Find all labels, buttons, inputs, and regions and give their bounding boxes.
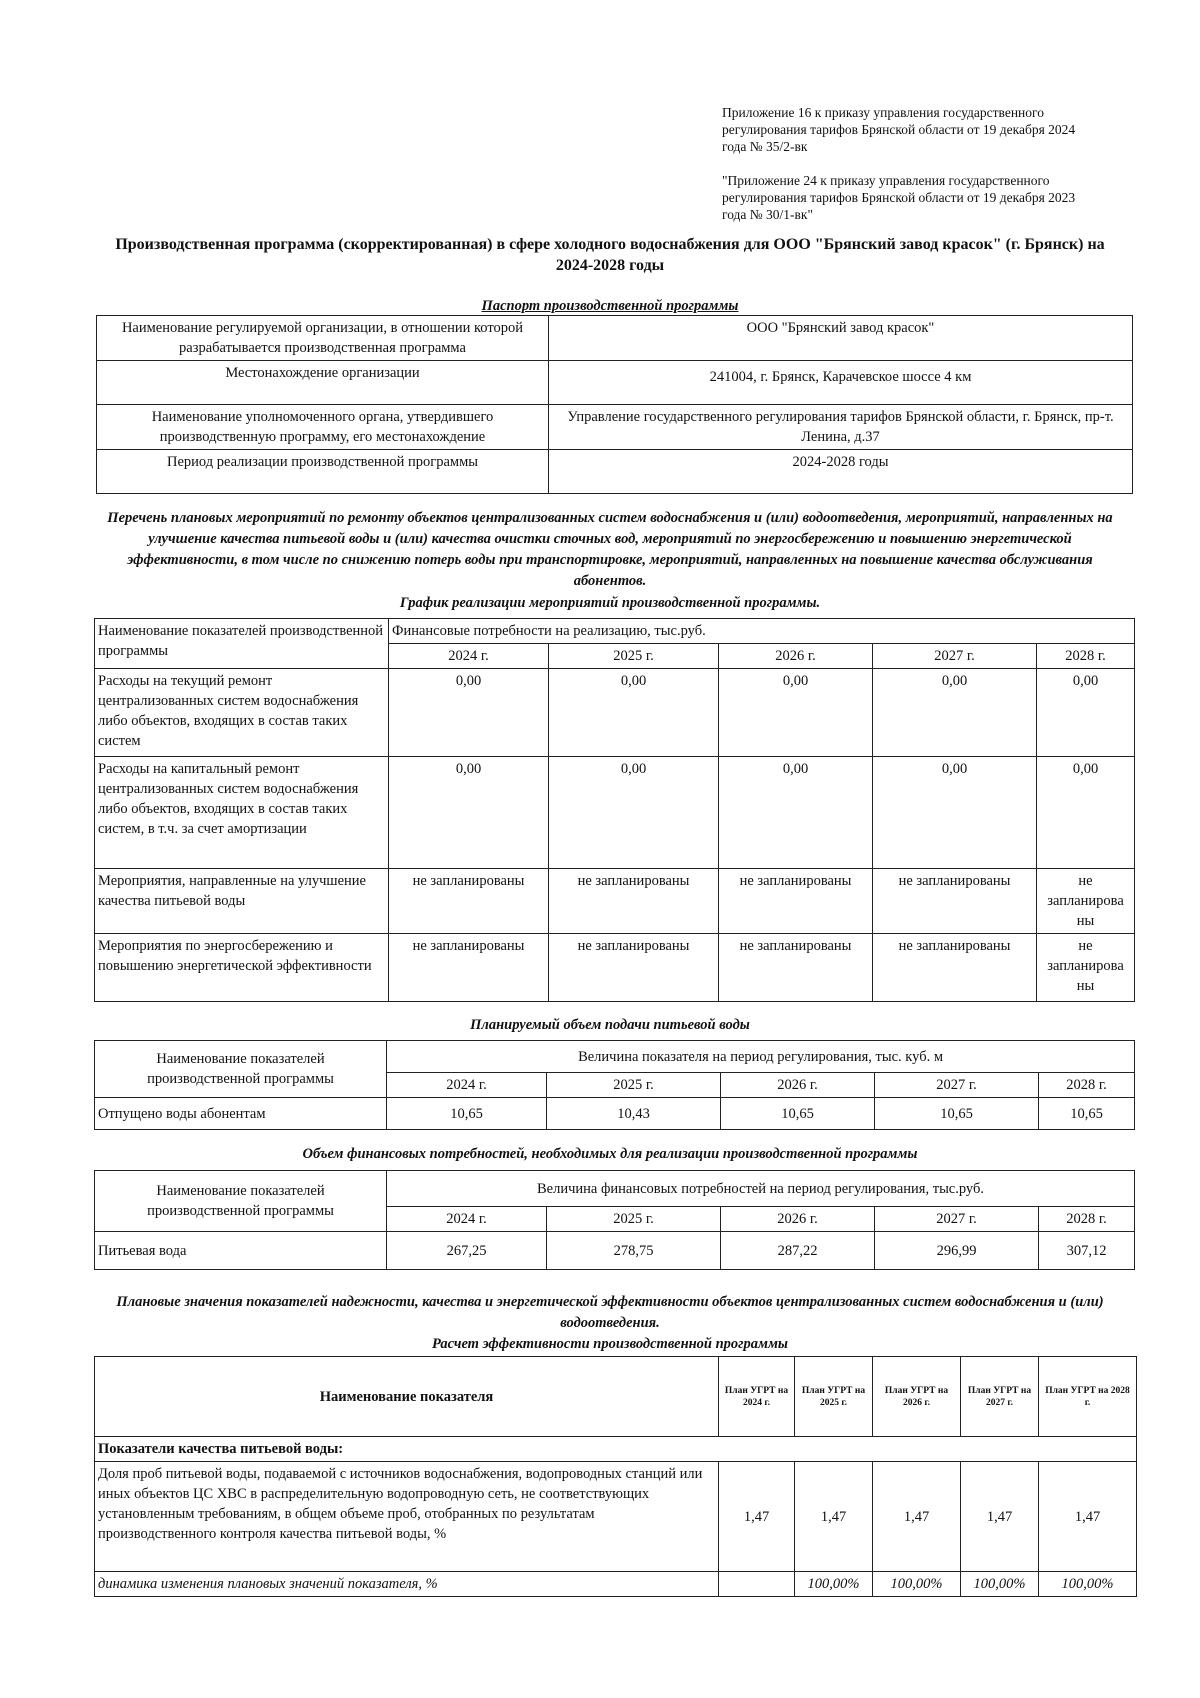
value-cell: 1,47: [795, 1462, 873, 1572]
appendix-note-1: Приложение 16 к приказу управления государственного регулирования тарифов Брянской области от 19 декабря 2024 года № 35/2-вк: [722, 105, 1076, 154]
passport-caption: Паспорт производственной программы: [481, 298, 739, 314]
value-cell: 0,00: [549, 669, 719, 757]
finance-table: [94, 1170, 1135, 1270]
efficiency-calc-caption: Расчет эффективности производственной программы: [432, 1336, 788, 1352]
value-cell: 287,22: [721, 1232, 875, 1270]
finance-head-label: Наименование показателей производственной программы: [95, 1171, 387, 1232]
value-cell: [719, 1572, 795, 1597]
value-cell: 0,00: [719, 669, 873, 757]
passport-label: Наименование уполномоченного органа, утвердившего производственную программу, его местонахождение: [97, 405, 549, 450]
document-title: Производственная программа (скорректированная) в сфере холодного водоснабжения для ООО "Брянский завод красок" (г. Брянск) на 2024-2028 годы: [115, 236, 1105, 274]
row-label: Питьевая вода: [95, 1232, 387, 1270]
value-cell: 100,00%: [873, 1572, 961, 1597]
value-cell: 0,00: [719, 757, 873, 869]
value-cell: 296,99: [875, 1232, 1039, 1270]
value-cell: не запланирова ны: [1037, 934, 1135, 1002]
year-header: 2027 г.: [875, 1073, 1039, 1098]
value-cell: 0,00: [1037, 669, 1135, 757]
value-cell: 1,47: [961, 1462, 1039, 1572]
passport-table: [96, 315, 1133, 494]
value-cell: не запланированы: [549, 869, 719, 934]
value-cell: 10,43: [547, 1098, 721, 1130]
year-header: 2024 г.: [389, 644, 549, 669]
value-cell: 100,00%: [1039, 1572, 1137, 1597]
value-cell: 0,00: [389, 669, 549, 757]
row-label: Мероприятия по энергосбережению и повышению энергетической эффективности: [95, 934, 389, 1002]
passport-label: Период реализации производственной программы: [97, 450, 549, 494]
value-cell: не запланированы: [389, 934, 549, 1002]
year-header: 2025 г.: [547, 1207, 721, 1232]
value-cell: не запланированы: [719, 869, 873, 934]
value-cell: 278,75: [547, 1232, 721, 1270]
value-cell: 1,47: [1039, 1462, 1137, 1572]
volume-head-group: Величина показателя на период регулирования, тыс. куб. м: [387, 1041, 1135, 1073]
section-heading: Показатели качества питьевой воды:: [95, 1437, 1137, 1462]
year-header: 2028 г.: [1037, 644, 1135, 669]
row-label: Расходы на текущий ремонт централизованных систем водоснабжения либо объектов, входящих в состав таких систем: [95, 669, 389, 757]
row-label: Расходы на капитальный ремонт централизованных систем водоснабжения либо объектов, входящих в состав таких систем, в т.ч. за счет амортизации: [95, 757, 389, 869]
value-cell: 0,00: [389, 757, 549, 869]
passport-label: Наименование регулируемой организации, в отношении которой разрабатывается производственная программа: [97, 316, 549, 361]
passport-value: Управление государственного регулирования тарифов Брянской области, г. Брянск, пр-т. Ленина, д.37: [549, 405, 1133, 450]
value-cell: 0,00: [1037, 757, 1135, 869]
finance-head-group: Величина финансовых потребностей на период регулирования, тыс.руб.: [387, 1171, 1135, 1207]
volume-table: [94, 1040, 1135, 1130]
year-header: 2028 г.: [1039, 1207, 1135, 1232]
value-cell: 10,65: [721, 1098, 875, 1130]
measures-row: [95, 757, 1135, 869]
efficiency-table: [94, 1356, 1137, 1597]
value-cell: не запланированы: [873, 869, 1037, 934]
volume-caption: Планируемый объем подачи питьевой воды: [470, 1017, 750, 1033]
value-cell: 100,00%: [795, 1572, 873, 1597]
year-header: 2028 г.: [1039, 1073, 1135, 1098]
value-cell: 10,65: [875, 1098, 1039, 1130]
efficiency-row: [95, 1462, 1137, 1572]
year-header: 2024 г.: [387, 1073, 547, 1098]
volume-head-label: Наименование показателей производственной программы: [95, 1041, 387, 1098]
measures-row: [95, 869, 1135, 934]
value-cell: 1,47: [873, 1462, 961, 1572]
finance-caption: Объем финансовых потребностей, необходимых для реализации производственной программы: [302, 1146, 918, 1162]
passport-row: [97, 405, 1133, 450]
measures-caption: Перечень плановых мероприятий по ремонту объектов централизованных систем водоснабжения и (или) водоотведения, мероприятий, направленных на улучшение качества питьевой воды и (или) качества очистки сточных вод, мероприятий по энергосбережению и повышению энергетической эффективности, в том числе по снижению потерь воды при транспортировке, мероприятий, направленных на повышение качества обслуживания абонентов.: [107, 510, 1113, 589]
efficiency-head-label: Наименование показателя: [95, 1357, 719, 1437]
year-header: 2027 г.: [873, 644, 1037, 669]
year-header: 2027 г.: [875, 1207, 1039, 1232]
value-cell: не запланированы: [873, 934, 1037, 1002]
efficiency-dynamics-row: [95, 1572, 1137, 1597]
value-cell: 1,47: [719, 1462, 795, 1572]
value-cell: 0,00: [549, 757, 719, 869]
row-label: Отпущено воды абонентам: [95, 1098, 387, 1130]
value-cell: 10,65: [387, 1098, 547, 1130]
value-cell: 10,65: [1039, 1098, 1135, 1130]
value-cell: не запланирова ны: [1037, 869, 1135, 934]
value-cell: не запланированы: [389, 869, 549, 934]
measures-head-group: Финансовые потребности на реализацию, тыс.руб.: [389, 619, 1135, 644]
measures-head-label: Наименование показателей производственной программы: [95, 619, 389, 669]
row-label: Мероприятия, направленные на улучшение качества питьевой воды: [95, 869, 389, 934]
measures-schedule-caption: График реализации мероприятий производственной программы.: [399, 595, 821, 611]
value-cell: 0,00: [873, 669, 1037, 757]
passport-row: [97, 450, 1133, 494]
value-cell: не запланированы: [549, 934, 719, 1002]
plan-year-header: План УГРТ на 2025 г.: [795, 1357, 873, 1437]
year-header: 2026 г.: [721, 1073, 875, 1098]
year-header: 2024 г.: [387, 1207, 547, 1232]
row-label: Доля проб питьевой воды, подаваемой с источников водоснабжения, водопроводных станций или иных объектов ЦС ХВС в распределительную водопроводную сеть, не соответствующих установленным требованиям, в общем объеме проб, отобранных по результатам производственного контроля качества питьевой воды, %: [95, 1462, 719, 1572]
measures-table: [94, 618, 1135, 1002]
year-header: 2025 г.: [549, 644, 719, 669]
passport-label: Местонахождение организации: [97, 361, 549, 405]
year-header: 2026 г.: [721, 1207, 875, 1232]
passport-row: [97, 361, 1133, 405]
value-cell: 267,25: [387, 1232, 547, 1270]
passport-value: 2024-2028 годы: [549, 450, 1133, 494]
year-header: 2025 г.: [547, 1073, 721, 1098]
value-cell: 0,00: [873, 757, 1037, 869]
value-cell: 307,12: [1039, 1232, 1135, 1270]
passport-value: 241004, г. Брянск, Карачевское шоссе 4 км: [549, 361, 1133, 405]
passport-row: [97, 316, 1133, 361]
passport-value: ООО "Брянский завод красок": [549, 316, 1133, 361]
plan-year-header: План УГРТ на 2024 г.: [719, 1357, 795, 1437]
finance-row: [95, 1232, 1135, 1270]
row-label: динамика изменения плановых значений показателя, %: [95, 1572, 719, 1597]
plan-year-header: План УГРТ на 2028 г.: [1039, 1357, 1137, 1437]
value-cell: не запланированы: [719, 934, 873, 1002]
plan-year-header: План УГРТ на 2027 г.: [961, 1357, 1039, 1437]
measures-row: [95, 669, 1135, 757]
year-header: 2026 г.: [719, 644, 873, 669]
efficiency-caption: Плановые значения показателей надежности, качества и энергетической эффективности объектов централизованных систем водоснабжения и (или) водоотведения.: [116, 1294, 1104, 1331]
value-cell: 100,00%: [961, 1572, 1039, 1597]
measures-row: [95, 934, 1135, 1002]
volume-row: [95, 1098, 1135, 1130]
plan-year-header: План УГРТ на 2026 г.: [873, 1357, 961, 1437]
appendix-note-2: "Приложение 24 к приказу управления государственного регулирования тарифов Брянской области от 19 декабря 2023 года № 30/1-вк": [722, 173, 1076, 222]
